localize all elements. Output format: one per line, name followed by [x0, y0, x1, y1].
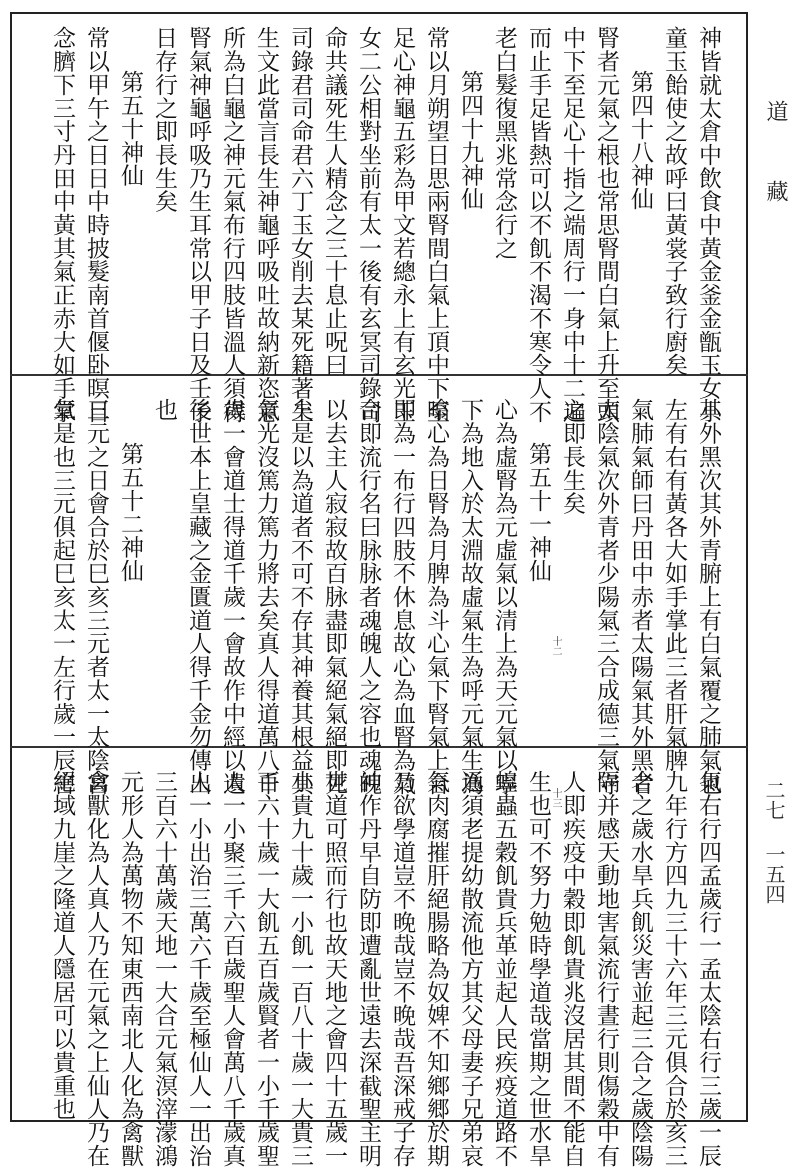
- text-column: 生也可不努力勉時學道哉當期之世水旱: [525, 770, 551, 1167]
- text-column: 所為白龜之神元氣布行四肢皆溫人須得: [219, 26, 245, 423]
- text-column: 小貴九十歲一小飢一百八十歲一大貴三: [287, 770, 313, 1167]
- text-column: 日存行之即長生矣: [151, 26, 177, 213]
- text-column: 童玉飴使之故呼曰黃裳子致行廚矣: [661, 26, 687, 377]
- text-column: 之即長生矣: [559, 398, 585, 515]
- text-column: 矣是以為道者不可不存其神養其根益其: [287, 398, 313, 795]
- text-column: 人即疾疫中穀即飢貴兆沒居其間不能自: [559, 770, 585, 1167]
- text-column: 心為虛腎為元虛氣以清上為天元氣以寧: [491, 398, 517, 795]
- text-column: 乃欲學道豈不晚哉豈不晚哉吾深戒子存: [389, 770, 415, 1167]
- margin-page-number: 二七 一五四: [762, 780, 786, 904]
- text-column: 氣光沒篤力篤力將去矣真人得道萬八千: [253, 398, 279, 795]
- text-column: 歲一會道士得道千歲一會故作中經以遺: [219, 398, 245, 795]
- text-column: 太陰氣次外青者少陽氣三合成德三氣守: [593, 398, 619, 795]
- text-column: 神皆就太倉中飲食中黃金釜金甑玉女小: [695, 26, 721, 423]
- text-column: 女二公相對坐前有太一後有玄冥司錄司: [355, 26, 381, 423]
- text-column: 下為地入於太淵故虛氣生為呼元氣生為: [457, 398, 483, 795]
- margin-title-dao: 道: [763, 100, 788, 122]
- margin-title-zang: 藏: [763, 180, 788, 202]
- text-column: 腎者元氣之根也常思腎間白氣上升至頭: [593, 26, 619, 423]
- text-column: 生文此當言長生神龜呼吸吐故納新恣意: [253, 26, 279, 423]
- folio-number-12: 十二: [550, 636, 561, 656]
- text-column: 氣肺氣師曰丹田中赤者太陽氣其外黑者: [627, 398, 653, 795]
- text-column: 而止手足皆熱可以不飢不渴不寒令人不: [525, 26, 551, 423]
- text-column: 左有右有黃各大如手掌此三者肝氣脾: [661, 398, 687, 772]
- text-column: 九年行方四九三十六年三元俱合於亥三: [661, 770, 687, 1167]
- text-column: 氣肉腐摧肝絕腸略為奴婢不知鄉郷於期: [423, 770, 449, 1167]
- folio-number-13: 十三: [550, 788, 561, 808]
- text-column: 常以甲午之日日中時披髮南首偃卧暝目: [83, 26, 109, 423]
- text-column: 氣右行四孟歲行一孟太陰右行三歲一辰: [695, 770, 721, 1167]
- text-column: 中下至足心十指之端周行一身中十二遍: [559, 26, 585, 423]
- text-column: 世道可照而行也故天地之會四十五歲一: [321, 770, 347, 1167]
- text-column: 三百六十萬歲天地一大合元氣溟滓濛鴻: [151, 770, 177, 1167]
- text-column: 禽獸化為人真人乃在元氣之上仙人乃在: [83, 770, 109, 1167]
- text-column: 司錄君司命君六丁玉女削去某死籍著上: [287, 26, 313, 423]
- text-column: 念臍下三寸丹田中黃其氣正赤大如手掌: [49, 26, 75, 423]
- text-column: 人一小聚三千六百歲聖人會萬八千歲真: [219, 770, 245, 1167]
- text-column: 常以月朔望日思兩腎間白氣上頂中下至: [423, 26, 449, 423]
- text-column: 合即流行名曰脉脉者魂魄人之容也魂魄: [355, 398, 381, 795]
- text-column: 第五十一神仙: [525, 442, 551, 583]
- text-column: 其外黑次其外青腑上有白氣覆之肺氣也: [695, 398, 721, 795]
- text-column: 足心神龜五彩為甲文若總永上有玄光玉: [389, 26, 415, 423]
- text-column: 神作丹早自防即遭亂世遠去深截聖主明: [355, 770, 381, 1167]
- text-column: 通須老提幼散流他方其父母妻子兄弟哀: [457, 770, 483, 1167]
- text-column: 老白髮復黑兆常念行之: [491, 26, 517, 260]
- text-panel-top: [14, 14, 744, 423]
- text-column: 以去主人寂寂故百脉盡即氣絕氣絕即死: [321, 398, 347, 795]
- text-column: 百六十歲一大飢五百歲賢者一小千歲聖: [253, 770, 279, 1167]
- text-column: 第五十二神仙: [117, 442, 143, 583]
- text-panel-bottom: [14, 758, 744, 1167]
- text-column: 氣是也三元俱起巳亥太一左行歲一辰害: [49, 398, 75, 795]
- text-column: 噏心為日腎為月脾為斗心氣下腎氣上合: [423, 398, 449, 795]
- text-column: 隔并感天動地害氣流行晝行則傷穀中有: [593, 770, 619, 1167]
- text-column: 也: [151, 398, 177, 422]
- text-column: 後世本上皇藏之金匱道人得千金勿傳出: [185, 398, 211, 795]
- text-panel-middle: [14, 386, 744, 795]
- text-column: 蝗蟲五穀飢貴兵革並起人民疾疫道路不: [491, 770, 517, 1167]
- text-column: 即為一布行四肢不休息故心為血腎為氣: [389, 398, 415, 795]
- text-column: 人一小出治三萬六千歲至極仙人一出治: [185, 770, 211, 1167]
- text-column: 腎氣神龜呼吸乃生耳常以甲子日及壬子: [185, 26, 211, 423]
- text-column: 元形人為萬物不知東西南北人化為禽獸: [117, 770, 143, 1167]
- text-column: 絕域九崖之隆道人隱居可以貴重也: [49, 770, 75, 1121]
- text-column: 第四十九神仙: [457, 70, 483, 211]
- text-column: 第四十八神仙: [627, 70, 653, 211]
- text-column: 合之歲水旱兵飢災害並起三合之歲陰陽: [627, 770, 653, 1167]
- text-column: 三元之日會合於巳亥三元者太一太陰宮: [83, 398, 109, 795]
- text-column: 第五十神仙: [117, 70, 143, 187]
- text-column: 命共議死生人精念之三十息止呪曰: [321, 26, 347, 377]
